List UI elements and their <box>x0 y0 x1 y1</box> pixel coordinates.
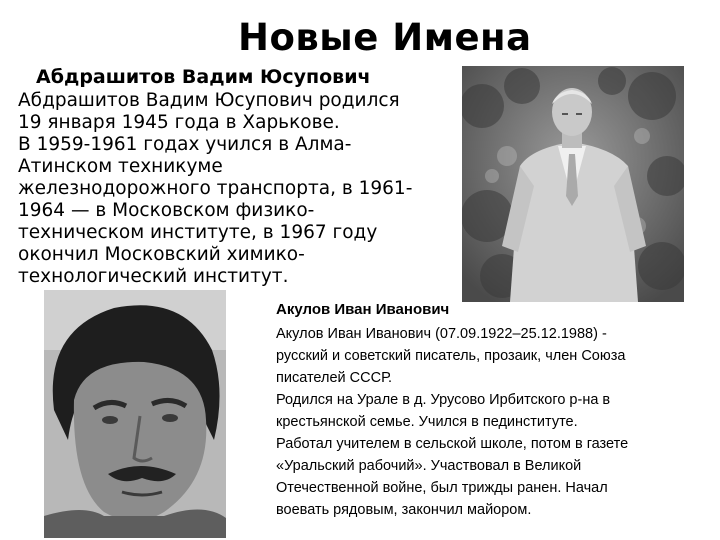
person-2-name: Акулов Иван Иванович <box>276 301 450 318</box>
bio-line: «Уральский рабочий». Участвовал в Великой <box>276 458 582 474</box>
bio-line: 19 января 1945 года в Харькове. <box>18 112 340 133</box>
person-2-bio <box>276 323 696 521</box>
bio-line: Работал учителем в сельской школе, потом в газете <box>276 436 629 452</box>
bio-line: техническом институте, в 1967 году <box>18 222 378 243</box>
person-1-bio <box>18 90 413 288</box>
person-1-photo <box>462 66 684 302</box>
bio-line: писателей СССР. <box>276 370 393 386</box>
bio-line: технологический институт. <box>18 266 289 287</box>
person-1-name: Абдрашитов Вадим Юсупович <box>36 66 371 88</box>
bio-line: железнодорожного транспорта, в 1961- <box>18 178 413 199</box>
bio-line: русский и советский писатель, прозаик, член Союза <box>276 348 626 364</box>
bio-line: 1964 — в Московском физико- <box>18 200 315 221</box>
bio-line: Акулов Иван Иванович (07.09.1922–25.12.1988) - <box>276 326 607 342</box>
person-2-photo <box>44 290 226 538</box>
bio-line: Абдрашитов Вадим Юсупович родился <box>18 90 400 111</box>
bio-line: Отечественной войне, был трижды ранен. Начал <box>276 480 608 496</box>
bio-line: воевать рядовым, закончил майором. <box>276 502 532 518</box>
bio-line: Родился на Урале в д. Урусово Ирбитского р-на в <box>276 392 611 408</box>
bio-line: крестьянской семье. Учился в пединституте. <box>276 414 578 430</box>
bio-line: Атинском техникуме <box>18 156 223 177</box>
bio-line: окончил Московский химико- <box>18 244 305 265</box>
bio-line: В 1959-1961 годах учился в Алма- <box>18 134 352 155</box>
slide-title: Новые Имена <box>238 16 532 59</box>
